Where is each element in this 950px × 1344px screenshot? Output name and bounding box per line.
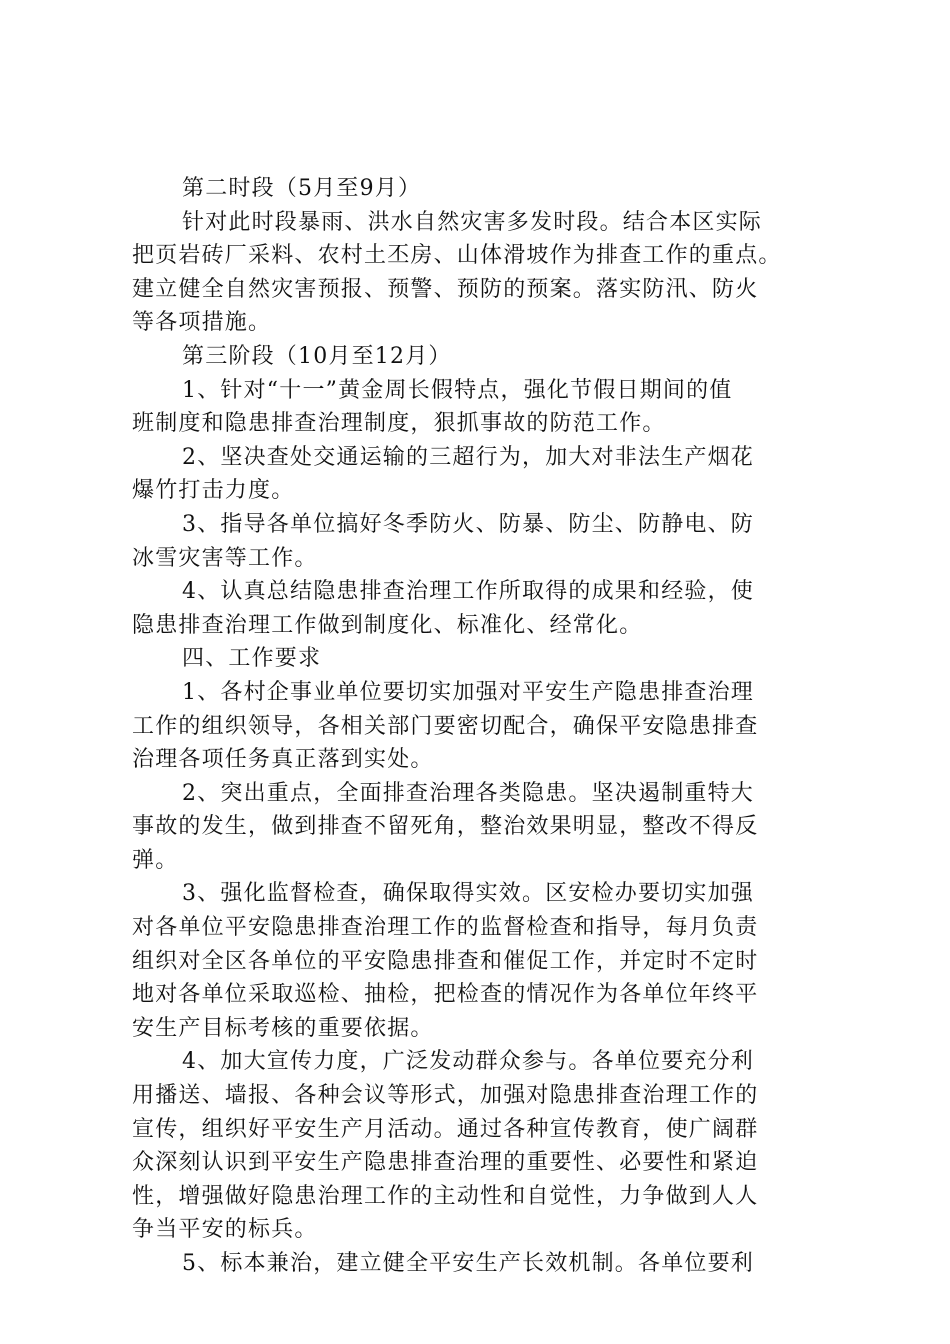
section-heading: 四、工作要求 (182, 646, 322, 672)
text-line: 把页岩砖厂采料、农村土丕房、山体滑坡作为排查工作的重点。 (132, 243, 782, 269)
text-line: 建立健全自然灾害预报、预警、预防的预案。落实防汛、防火 (132, 276, 759, 302)
text-line: 宣传，组织好平安生产月活动。通过各种宣传教育，使广阔群 (132, 1116, 759, 1142)
text-line: 对各单位平安隐患排查治理工作的监督检查和指导，每月负责 (132, 915, 759, 941)
text-line: 班制度和隐患排查治理制度，狠抓事故的防范工作。 (132, 411, 666, 437)
text-line: 弹。 (132, 847, 179, 873)
text-line: 针对此时段暴雨、洪水自然灾害多发时段。结合本区实际 (182, 209, 763, 235)
text-line: 2、坚决查处交通运输的三超行为，加大对非法生产烟花 (182, 444, 754, 470)
text-line: 第三阶段（10月至12月） (182, 343, 452, 369)
document-body (132, 172, 832, 1281)
text-line: 第二时段（5月至9月） (182, 176, 422, 201)
text-line: 1、针对“十一”黄金周长假特点，强化节假日期间的值 (182, 377, 733, 403)
text-line: 5、标本兼治，建立健全平安生产长效机制。各单位要利 (182, 1251, 754, 1276)
text-line: 爆竹打击力度。 (132, 478, 295, 504)
text-line: 争当平安的标兵。 (132, 1217, 318, 1243)
text-line: 治理各项任务真正落到实处。 (132, 747, 434, 773)
text-line: 2、突出重点，全面排查治理各类隐患。坚决遏制重特大 (182, 780, 754, 806)
text-line: 冰雪灾害等工作。 (132, 545, 318, 571)
text-line: 3、指导各单位搞好冬季防火、防暴、防尘、防静电、防 (182, 511, 754, 537)
text-line: 组织对全区各单位的平安隐患排查和催促工作，并定时不定时 (132, 948, 759, 974)
text-line: 1、各村企事业单位要切实加强对平安生产隐患排查治理 (182, 679, 754, 705)
text-line: 4、加大宣传力度，广泛发动群众参与。各单位要充分利 (182, 1049, 754, 1075)
text-line: 工作的组织领导，各相关部门要密切配合，确保平安隐患排查 (132, 713, 759, 739)
text-line: 隐患排查治理工作做到制度化、标准化、经常化。 (132, 612, 643, 638)
text-line: 4、认真总结隐患排查治理工作所取得的成果和经验，使 (182, 579, 754, 605)
text-line: 等各项措施。 (132, 310, 272, 336)
text-line: 3、强化监督检查，确保取得实效。区安检办要切实加强 (182, 881, 754, 907)
text-line: 地对各单位采取巡检、抽检，把检查的情况作为各单位年终平 (132, 982, 759, 1008)
text-line: 事故的发生，做到排查不留死角，整治效果明显，整改不得反 (132, 814, 759, 840)
text-line: 性，增强做好隐患治理工作的主动性和自觉性，力争做到人人 (132, 1183, 759, 1209)
text-line: 用播送、墙报、各种会议等形式，加强对隐患排查治理工作的 (132, 1083, 759, 1109)
text-line: 众深刻认识到平安生产隐患排查治理的重要性、必要性和紧迫 (132, 1150, 759, 1176)
text-line: 安生产目标考核的重要依据。 (132, 1015, 434, 1041)
